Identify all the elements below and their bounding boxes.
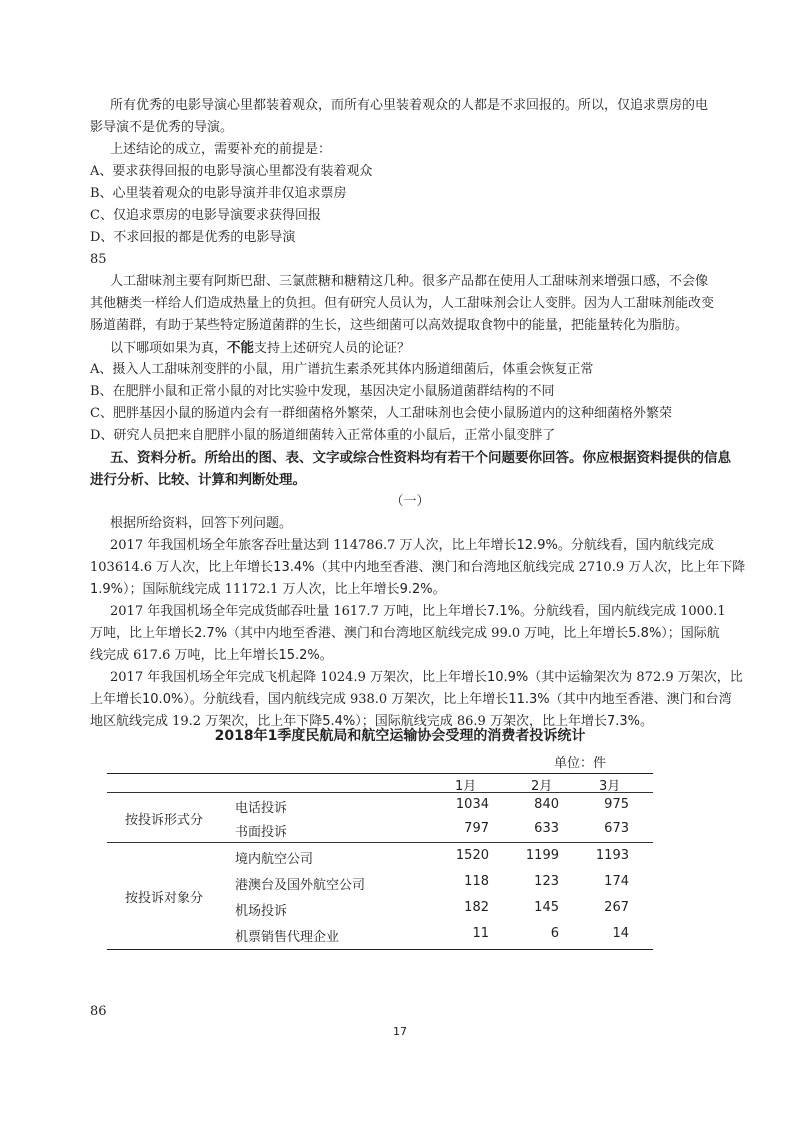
text: ）；国际航线完成 86.9 万架次，比上年增长	[355, 714, 607, 729]
row-value: 1034	[455, 797, 489, 812]
para3-line1	[110, 667, 743, 689]
table-group-rule	[107, 842, 653, 843]
para1-line3	[90, 579, 710, 601]
q85-option-b: B、在肥胖小鼠和正常小鼠的对比实验中发现，基因决定小鼠肠道菌群结构的不同	[90, 384, 555, 399]
row-value: 118	[464, 874, 489, 889]
figure: 10.0%	[142, 692, 184, 707]
text: ）。分航线看，国内航线完成 938.0 万架次，比上年增长	[183, 692, 509, 707]
row-value: 11	[472, 926, 489, 941]
q85-stem-line3: 肠道菌群，有助于某些特定肠道菌群的生长，这些细菌可以高效提取食物中的能量，把能量转化为脂肪。	[90, 318, 689, 333]
table-bottom-rule	[107, 949, 653, 950]
table-header-rule	[107, 792, 653, 793]
month-header-1: 1月	[455, 779, 477, 794]
figure: 7.1%	[486, 604, 520, 619]
row-name: 机票销售代理企业	[235, 930, 340, 945]
q85-number: 85	[90, 252, 107, 267]
text: （其中运输架次为 872.9 万架次，比	[528, 670, 743, 685]
text: （其中内地至香港、澳门和台湾	[549, 692, 732, 707]
para2-line3	[90, 645, 710, 667]
text: （其中内地至香港、澳门和台湾地区航线完成 2710.9 万人次，比上年下降	[314, 560, 746, 575]
figure: 13.4%	[273, 560, 315, 575]
table-title: 2018年1季度民航局和航空运输协会受理的消费者投诉统计	[214, 728, 586, 744]
row-value: 673	[604, 821, 629, 836]
figure: 5.4%	[322, 714, 356, 729]
text: 。	[432, 582, 446, 597]
text: 万吨，比上年增长	[90, 626, 195, 641]
text: 。分航线看，国内航线完成 1000.1	[520, 604, 726, 619]
figure: 1.9%	[90, 582, 124, 597]
figure: 9.2%	[399, 582, 433, 597]
row-value: 633	[534, 821, 559, 836]
para1-line1	[110, 535, 730, 557]
figure: 11.3%	[508, 692, 550, 707]
section5-heading-line1: 五、资料分析。所给出的图、表、文字或综合性资料均有若干个问题要你回答。你应根据资料提供的信息	[110, 450, 731, 466]
q84-option-c: C、仅追求票房的电影导演要求获得回报	[90, 208, 321, 223]
text: 地区航线完成 19.2 万架次，比上年下降	[90, 714, 323, 729]
text: （其中内地至香港、澳门和台湾地区航线完成 99.0 万吨，比上年增长	[227, 626, 629, 641]
row-value: 1520	[455, 848, 489, 863]
q86-number: 86	[90, 1004, 107, 1019]
text: 。分航线看，国内航线完成	[557, 538, 714, 553]
table-top-rule	[107, 773, 653, 774]
row-value: 174	[604, 874, 629, 889]
para2-line2	[90, 623, 720, 645]
figure: 10.9%	[486, 670, 529, 685]
q85-question	[110, 337, 730, 360]
text: 上年增长	[90, 692, 143, 707]
q85-option-d: D、研究人员把来自肥胖小鼠的肠道细菌转入正常体重的小鼠后，正常小鼠变胖了	[90, 428, 556, 443]
row-name: 港澳台及国外航空公司	[235, 878, 366, 893]
figure: 7.3%	[606, 714, 640, 729]
q84-stem-line2: 影导演不是优秀的导演。	[90, 120, 234, 135]
q85-stem-line1: 人工甜味剂主要有阿斯巴甜、三氯蔗糖和糖精这几种。很多产品都在使用人工甜味剂来增强口感，不会像	[110, 274, 709, 289]
figure: 2.7%	[194, 626, 228, 641]
row-value: 6	[550, 926, 559, 941]
text: 。	[319, 648, 333, 663]
text: 。	[640, 714, 654, 729]
text: ）；国际航	[661, 626, 720, 641]
row-value: 1193	[595, 848, 629, 863]
q84-stem-line1: 所有优秀的电影导演心里都装着观众，而所有心里装着观众的人都是不求回报的。所以，仅追求票房的电	[110, 98, 709, 113]
q85-question-pre: 以下哪项如果为真，	[110, 341, 228, 356]
month-header-3: 3月	[599, 779, 621, 794]
row-value: 840	[534, 797, 559, 812]
text: ）；国际航线完成 11172.1 万人次，比上年增长	[123, 582, 400, 597]
para2-line1	[110, 601, 730, 623]
para1-line2	[90, 557, 746, 579]
row-name: 书面投诉	[235, 825, 288, 840]
section5-part: （一）	[390, 494, 430, 509]
text: 线完成 617.6 万吨，比上年增长	[90, 648, 279, 663]
figure: 5.8%	[628, 626, 662, 641]
row-value: 145	[534, 900, 559, 915]
row-name: 电话投诉	[235, 801, 288, 816]
row-value: 975	[604, 797, 629, 812]
q84-option-b: B、心里装着观众的电影导演并非仅追求票房	[90, 186, 347, 201]
q85-option-c: C、肥胖基因小鼠的肠道内会有一群细菌格外繁荣，人工甜味剂也会使小鼠肠道内的这种细菌格外繁荣	[90, 406, 672, 421]
group-label-target: 按投诉对象分	[125, 891, 204, 906]
group-label-form: 按投诉形式分	[125, 813, 204, 828]
row-value: 182	[464, 900, 489, 915]
q84-question: 上述结论的成立，需要补充的前提是：	[110, 142, 332, 157]
row-value: 267	[604, 900, 629, 915]
text: 2017 年我国机场全年旅客吞吐量达到 114786.7 万人次，比上年增长	[110, 538, 517, 553]
q84-option-a: A、要求获得回报的电影导演心里都没有装着观众	[90, 164, 373, 179]
figure: 15.2%	[278, 648, 320, 663]
figure: 12.9%	[516, 538, 558, 553]
text: 103614.6 万人次，比上年增长	[90, 560, 274, 575]
row-value: 1199	[525, 848, 559, 863]
q85-question-post: 支持上述研究人员的论证？	[254, 341, 411, 356]
page-number: 17	[393, 1025, 407, 1038]
text: 2017 年我国机场全年完成飞机起降 1024.9 万架次，比上年增长	[110, 670, 487, 685]
q84-option-d: D、不求回报的都是优秀的电影导演	[90, 230, 296, 245]
month-header-2: 2月	[531, 779, 553, 794]
q85-stem-line2: 其他糖类一样给人们造成热量上的负担。但有研究人员认为，人工甜味剂会让人变胖。因为人工甜味剂能改变	[90, 296, 715, 311]
text: 2017 年我国机场全年完成货邮吞吐量 1617.7 万吨，比上年增长	[110, 604, 487, 619]
q85-option-a: A、摄入人工甜味剂变胖的小鼠，用广谱抗生素杀死其体内肠道细菌后，体重会恢复正常	[90, 362, 594, 377]
section5-intro: 根据所给资料，回答下列问题。	[110, 516, 293, 531]
complaints-table	[107, 773, 653, 950]
section5-heading-line2: 进行分析、比较、计算和判断处理。	[90, 472, 306, 488]
para3-line2	[90, 689, 732, 711]
row-value: 14	[612, 926, 629, 941]
row-value: 797	[464, 821, 489, 836]
q85-question-emphasis: 不能	[227, 340, 255, 356]
table-unit: 单位：件	[554, 756, 607, 771]
row-name: 机场投诉	[235, 904, 288, 919]
row-value: 123	[534, 874, 559, 889]
row-name: 境内航空公司	[235, 852, 314, 867]
